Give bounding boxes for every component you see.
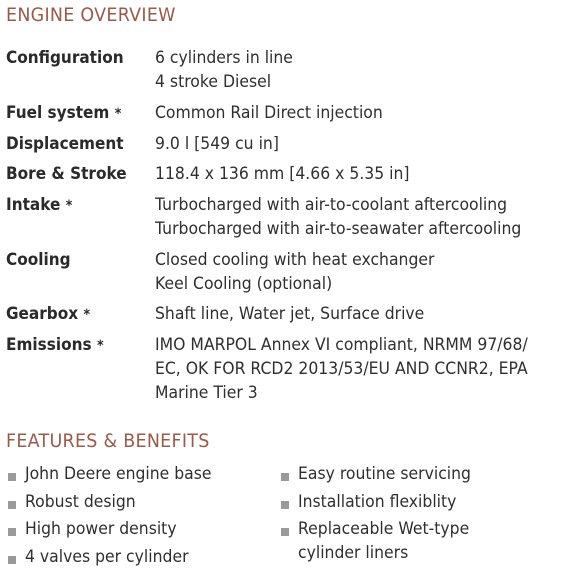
feature-text: Easy routine servicing [298, 464, 471, 484]
bullet-icon [8, 473, 16, 481]
spec-star: * [65, 198, 73, 214]
spec-value [155, 162, 541, 186]
spec-value-line: 6 cylinders in line [155, 48, 293, 68]
list-item [6, 517, 228, 541]
feature-text: High power density [25, 519, 177, 540]
list-item [6, 545, 228, 569]
spec-value [155, 248, 541, 296]
spec-label: Fuel system [6, 103, 110, 123]
bullet-icon [8, 528, 16, 536]
spec-label: Bore & Stroke [6, 164, 127, 184]
spec-label: Gearbox [6, 304, 79, 324]
spec-label: Intake [6, 195, 61, 215]
engine-overview-heading: ENGINE OVERVIEW [6, 4, 176, 26]
spec-value-line: 9.0 l [549 cu in] [155, 134, 279, 154]
bullet-icon [281, 473, 289, 481]
spec-value [155, 101, 541, 125]
spec-value-line: 4 stroke Diesel [155, 72, 272, 92]
spec-value [155, 333, 541, 405]
spec-value [155, 193, 541, 241]
spec-value-line: Closed cooling with heat exchanger [155, 250, 435, 270]
spec-value-line: EC, OK FOR RCD2 2013/53/EU AND CCNR2, EPA [155, 359, 528, 379]
feature-text-line: Replaceable Wet-type [298, 519, 470, 540]
spec-star: * [83, 307, 91, 323]
spec-star: * [114, 106, 122, 122]
features-benefits-heading: FEATURES & BENEFITS [6, 430, 210, 452]
spec-value-line: Marine Tier 3 [155, 383, 258, 403]
feature-text-line: cylinder liners [298, 543, 409, 564]
features-column-left [6, 462, 228, 572]
spec-label: Cooling [6, 250, 71, 270]
list-item [279, 517, 486, 565]
feature-text: Robust design [25, 491, 136, 512]
feature-text: John Deere engine base [25, 464, 212, 484]
spec-label: Displacement [6, 134, 124, 154]
spec-value-line: Keel Cooling (optional) [155, 274, 333, 294]
feature-text [298, 517, 469, 565]
list-item [279, 490, 486, 514]
bullet-icon [8, 556, 16, 564]
spec-value-line: Common Rail Direct injection [155, 103, 383, 123]
features-column-right [279, 462, 486, 569]
bullet-icon [281, 528, 289, 536]
list-item [6, 462, 228, 486]
spec-star: * [97, 338, 104, 354]
list-item [6, 490, 228, 514]
bullet-icon [8, 501, 16, 509]
bullet-icon [281, 501, 289, 509]
spec-label: Configuration [6, 48, 124, 68]
spec-value [155, 132, 541, 156]
spec-value [155, 46, 541, 94]
spec-value [155, 302, 541, 326]
feature-text: Installation flexiblity [298, 491, 457, 512]
spec-value-line: 118.4 x 136 mm [4.66 x 5.35 in] [155, 164, 410, 184]
feature-text: 4 valves per cylinder [25, 546, 189, 567]
spec-value-line: IMO MARPOL Annex VI compliant, NRMM 97/68/ [155, 335, 528, 355]
spec-label: Emissions [6, 335, 92, 355]
list-item [279, 462, 486, 486]
spec-value-line: Turbocharged with air-to-seawater aftercooling [155, 219, 522, 239]
spec-value-line: Turbocharged with air-to-coolant aftercooling [155, 195, 508, 215]
spec-value-line: Shaft line, Water jet, Surface drive [155, 304, 425, 324]
